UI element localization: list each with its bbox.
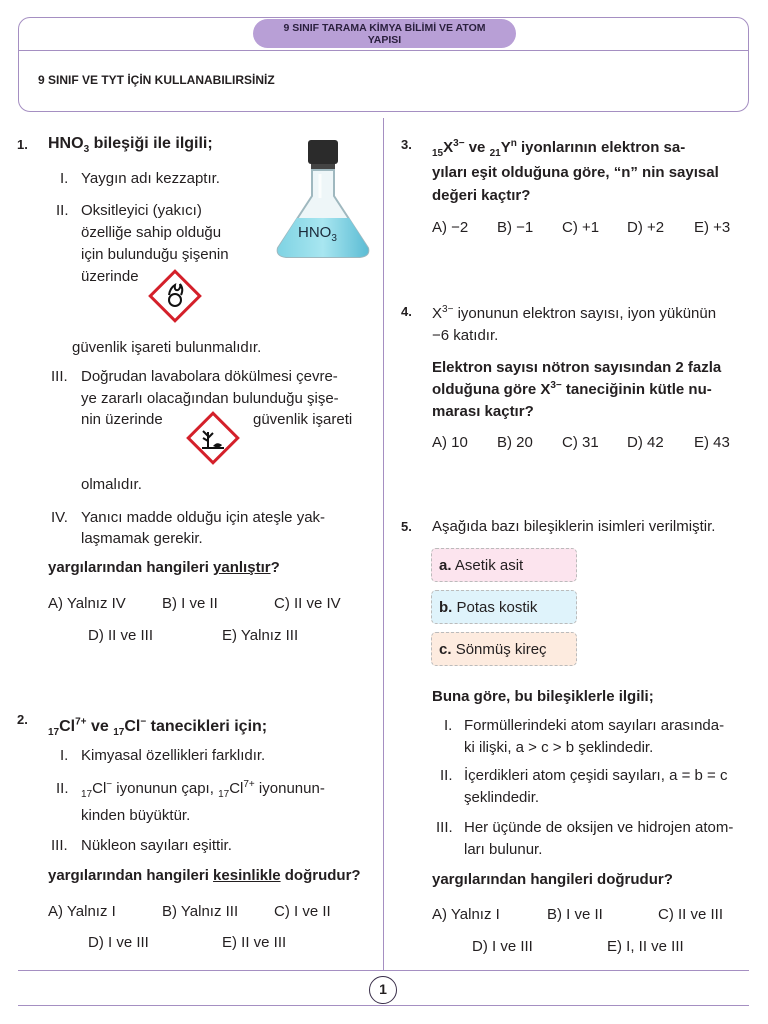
environment-hazard-icon — [194, 419, 232, 457]
q4-option-a[interactable]: A) 10 — [432, 434, 468, 451]
q3-option-b[interactable]: B) −1 — [497, 219, 534, 236]
q1-item-iv-l2: laşmamak gerekir. — [81, 530, 203, 547]
q1-option-a[interactable]: A) Yalnız IV — [48, 595, 126, 612]
q2-item-ii: II. — [56, 780, 69, 797]
q1-item-ii-l3: için bulunduğu şişenin — [81, 246, 229, 263]
q4-number: 4. — [401, 304, 412, 319]
q4-bold-2: olduğuna göre $X^{3-}$ taneciğinin kütle nu- — [432, 380, 712, 398]
q5-option-b[interactable]: B) I ve II — [547, 906, 603, 923]
q3-option-a[interactable]: A) −2 — [432, 219, 469, 236]
q3-option-e[interactable]: E) +3 — [694, 219, 731, 236]
q2-option-d[interactable]: D) I ve III — [88, 934, 149, 951]
q3-line-2: yıları eşit olduğuna göre, “n” nin sayısal — [432, 164, 719, 181]
q1-item-ii-l2: özelliğe sahip olduğu — [81, 224, 222, 241]
q4-bold-3: marası kaçtır? — [432, 403, 534, 420]
q5-item-i: I. — [444, 717, 453, 734]
q2-option-c[interactable]: C) I ve II — [274, 903, 331, 920]
q5-item-ii: II. — [440, 767, 453, 784]
q1-item-iii-l1: Doğrudan lavabolara dökülmesi çevre- — [81, 368, 338, 385]
q1-item-ii-l1: Oksitleyici (yakıcı) — [81, 202, 202, 219]
q1-option-e[interactable]: E) Yalnız III — [222, 627, 299, 644]
column-divider — [383, 118, 384, 970]
q2-stem: $_{17}Cl^{7+}$ ve $_{17}$Cl− tanecikleri için; — [48, 716, 268, 739]
q2-option-e[interactable]: E) II ve III — [222, 934, 287, 951]
q5-option-d[interactable]: D) I ve III — [472, 938, 533, 955]
q3-line-1: $_{15}X^{3-}$ ve $_{21}Y^n$ iyonlarının elektron sa- — [432, 138, 686, 159]
q5-item-iii-l1: Her üçünde de oksijen ve hidrojen atom- — [464, 819, 734, 836]
q5-lead: Buna göre, bu bileşiklerle ilgili; — [432, 688, 654, 705]
q3-option-c[interactable]: C) +1 — [562, 219, 600, 236]
q1-item-ii-l4: üzerinde — [81, 268, 139, 285]
flask-label-sub: 3 — [331, 233, 337, 244]
q1-item-iii-l3a: nin üzerinde — [81, 411, 163, 428]
q1-item-iv-l1: Yanıcı madde olduğu için ateşle yak- — [81, 509, 326, 526]
q2-option-a[interactable]: A) Yalnız I — [48, 903, 116, 920]
q1-number: 1. — [17, 137, 28, 152]
q5-question: yargılarından hangileri doğrudur? — [432, 871, 673, 888]
q2-item-iii: III. — [51, 837, 68, 854]
q3-line-3: değeri kaçtır? — [432, 187, 531, 204]
page-number: 1 — [369, 976, 397, 1004]
q5-intro: Aşağıda bazı bileşiklerin isimleri verilmiştir. — [432, 518, 716, 535]
q2-option-b[interactable]: B) Yalnız III — [162, 903, 239, 920]
q5-item-i-l2: ki ilişki, a > c > b şeklindedir. — [464, 739, 654, 756]
q1-item-iii: III. — [51, 368, 68, 385]
flask-label: HNO — [298, 224, 332, 241]
q1-item-ii-l5: güvenlik işareti bulunmalıdır. — [72, 339, 262, 356]
q5-number: 5. — [401, 519, 412, 534]
q1-stem: $HNO_3$ bileşiği ile ilgili; — [48, 135, 213, 156]
q2-item-ii-l1: $_{17}$Cl− iyonunun çapı, $_{17}Cl^{7+}$ iyonunun- — [81, 779, 325, 800]
q1-item-iii-l2: ye zararlı olacağından bulunduğu şişe- — [81, 390, 339, 407]
q2-question: yargılarından hangileri kesinlikle doğrudur? — [48, 867, 361, 884]
q4-line-2: −6 katıdır. — [432, 327, 499, 344]
q2-number: 2. — [17, 712, 28, 727]
q1-option-c[interactable]: C) II ve IV — [274, 595, 341, 612]
q5-option-e[interactable]: E) I, II ve III — [607, 938, 684, 955]
q1-question: yargılarından hangileri yanlıştır? — [48, 559, 280, 576]
hno3-flask-image — [272, 138, 374, 260]
q1-item-i: I. — [60, 170, 69, 187]
q5-option-c[interactable]: C) II ve III — [658, 906, 724, 923]
q5-card-a: a. Asetik asit — [431, 548, 577, 582]
q3-number: 3. — [401, 137, 412, 152]
q4-option-d[interactable]: D) 42 — [627, 434, 664, 451]
q1-item-i-text: Yaygın adı kezzaptır. — [81, 170, 220, 187]
q4-bold-1: Elektron sayısı nötron sayısından 2 fazla — [432, 359, 722, 376]
header-divider — [18, 50, 749, 51]
q4-option-b[interactable]: B) 20 — [497, 434, 533, 451]
q2-item-i-text: Kimyasal özellikleri farklıdır. — [81, 747, 266, 764]
page-subtitle: 9 SINIF VE TYT İÇİN KULLANABILIRSİNİZ — [38, 73, 275, 87]
q5-item-iii-l2: ları bulunur. — [464, 841, 543, 858]
q2-item-iii-text: Nükleon sayıları eşittir. — [81, 837, 232, 854]
q5-item-i-l1: Formüllerindeki atom sayıları arasında- — [464, 717, 725, 734]
q4-option-e[interactable]: E) 43 — [694, 434, 730, 451]
q1-option-b[interactable]: B) I ve II — [162, 595, 218, 612]
q5-card-c: c. Sönmüş kireç — [431, 632, 577, 666]
q5-item-iii: III. — [436, 819, 453, 836]
q5-option-a[interactable]: A) Yalnız I — [432, 906, 500, 923]
q5-item-ii-l2: şeklindedir. — [464, 789, 540, 806]
q2-item-ii-l2: kinden büyüktür. — [81, 807, 191, 824]
q4-line-1: $X^{3-}$ iyonunun elektron sayısı, iyon yükünün — [432, 304, 717, 322]
q1-item-ii: II. — [56, 202, 69, 219]
q4-option-c[interactable]: C) 31 — [562, 434, 599, 451]
q5-item-ii-l1: İçerdikleri atom çeşidi sayıları, a = b = c — [464, 767, 728, 784]
q1-item-iii-l3b: güvenlik işareti — [253, 411, 353, 428]
q1-option-d[interactable]: D) II ve III — [88, 627, 154, 644]
oxidizer-hazard-icon — [156, 277, 194, 315]
page-title: 9 SINIF TARAMA KİMYA BİLİMİ VE ATOM YAPISI — [253, 19, 516, 48]
q1-item-iii-l4: olmalıdır. — [81, 476, 142, 493]
q5-card-b: b. Potas kostik — [431, 590, 577, 624]
footer-bottom-line — [18, 1005, 749, 1006]
q3-option-d[interactable]: D) +2 — [627, 219, 665, 236]
q2-item-i: I. — [60, 747, 69, 764]
q1-item-iv: IV. — [51, 509, 68, 526]
footer-line — [18, 970, 749, 971]
